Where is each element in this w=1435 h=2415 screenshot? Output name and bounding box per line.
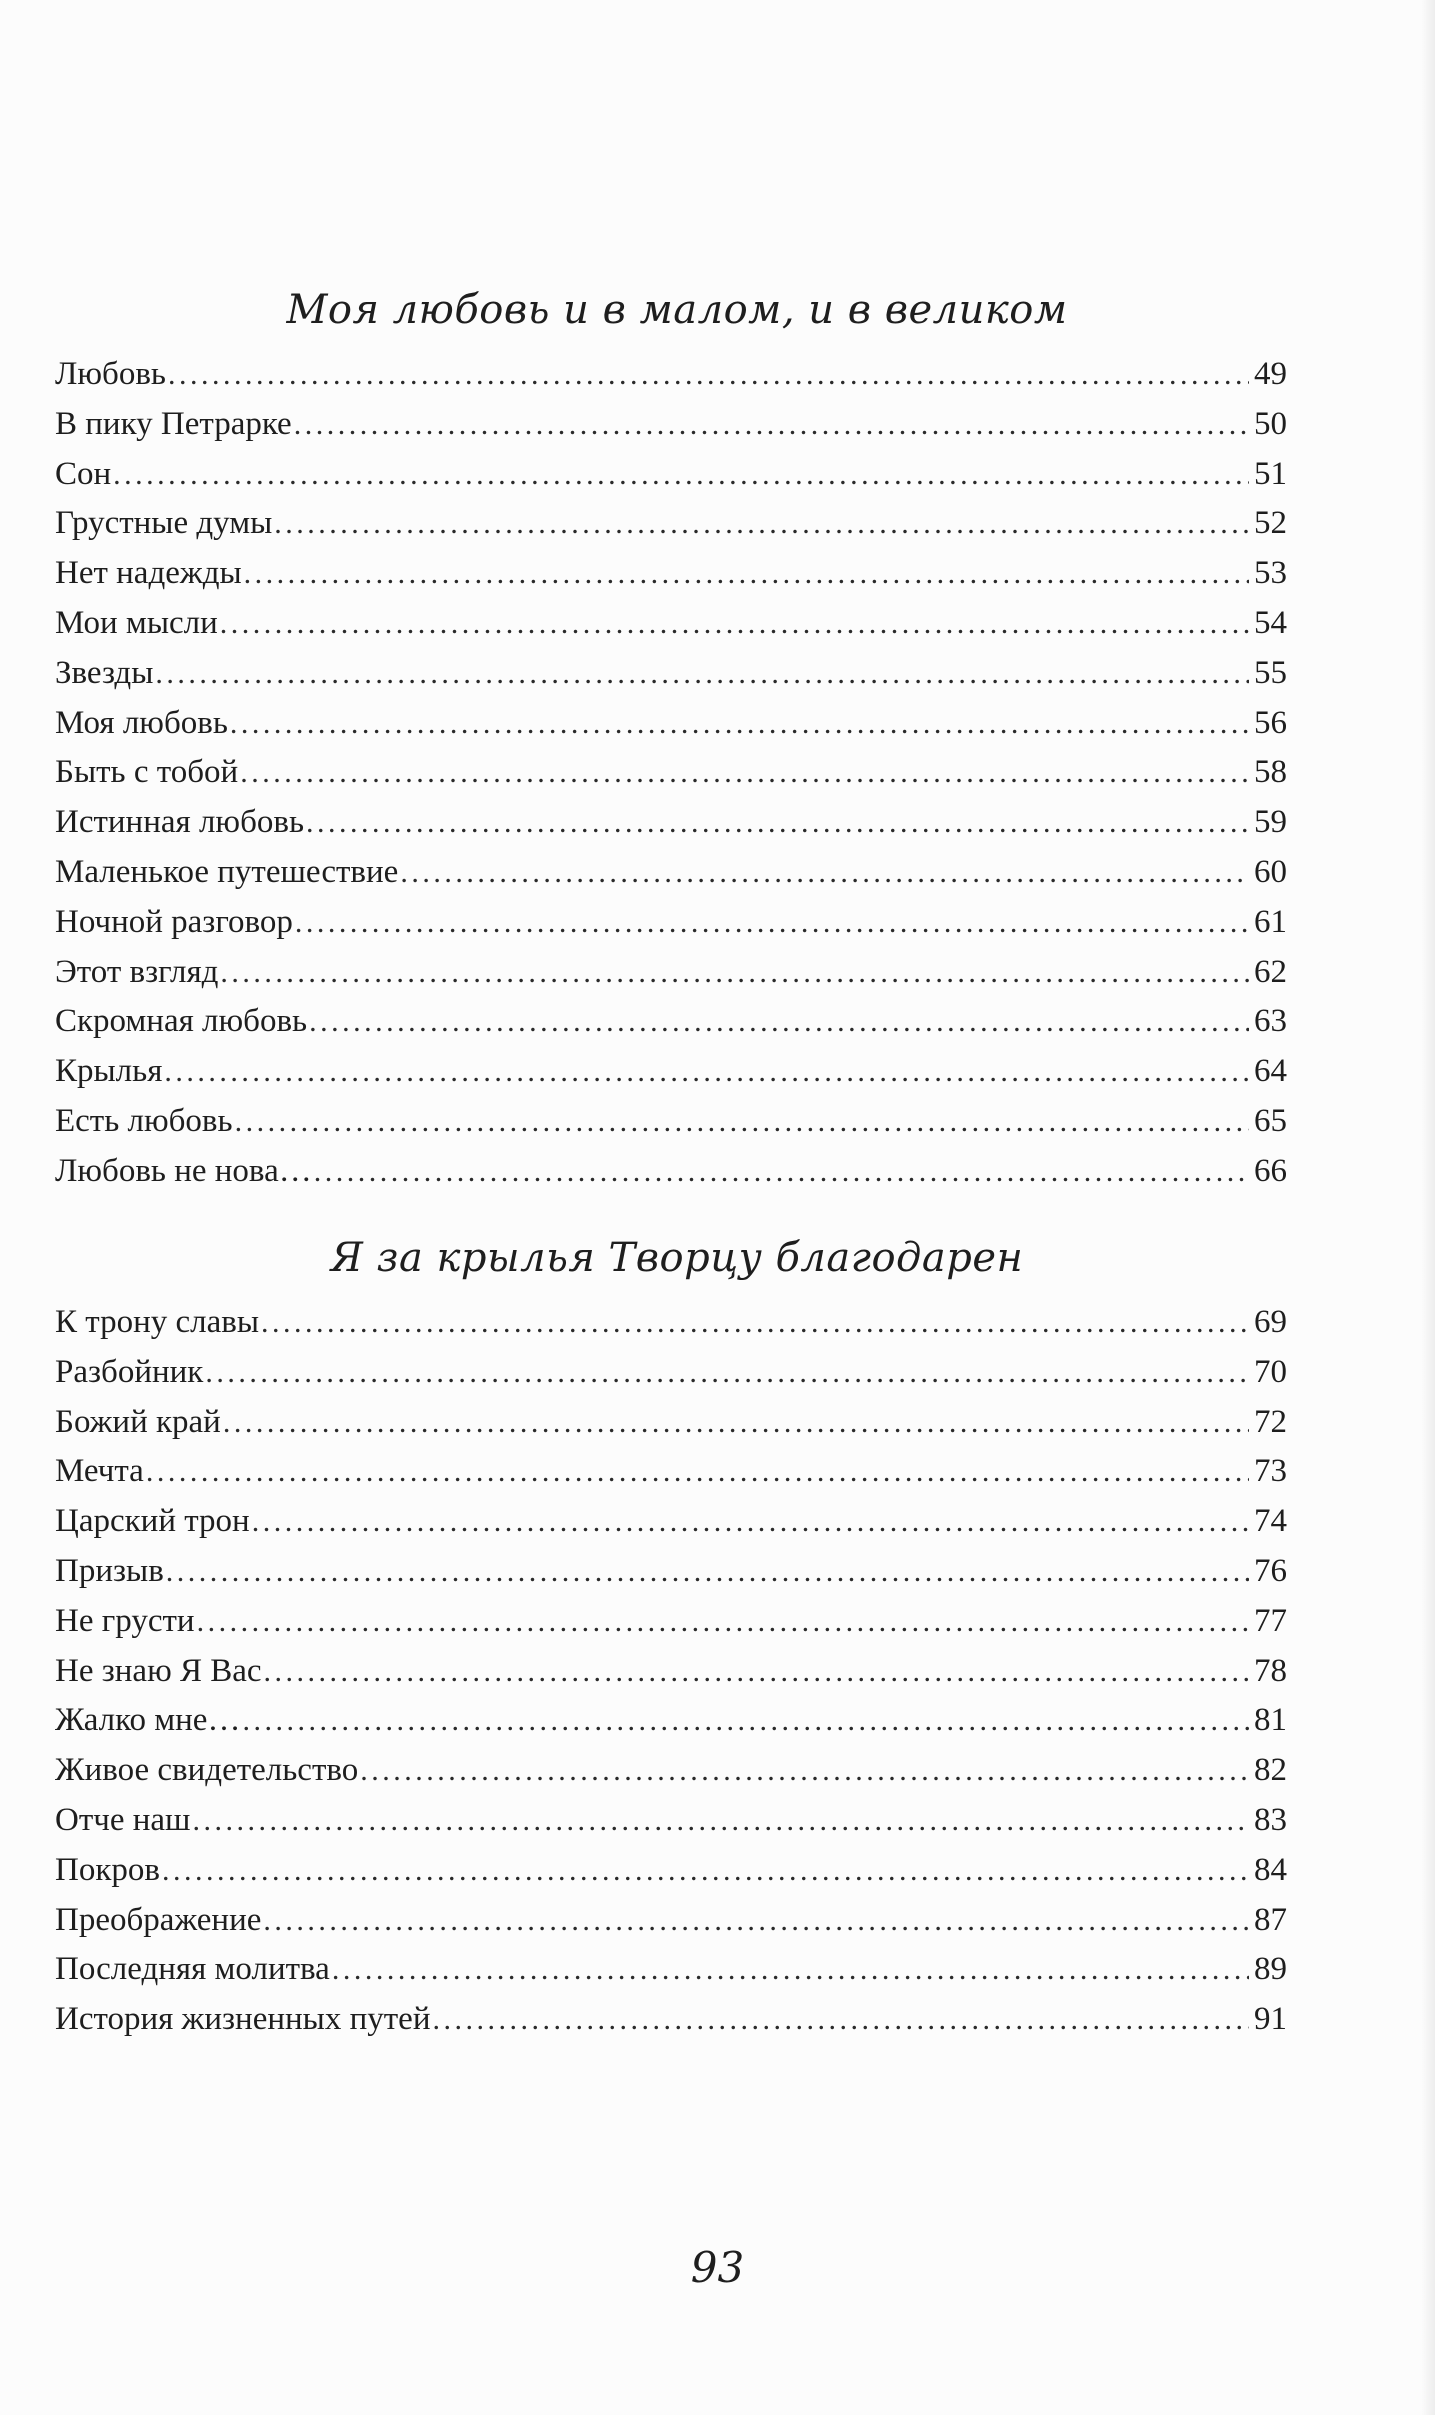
toc-entry-page: 89 — [1254, 1951, 1287, 1988]
dot-leader — [197, 1597, 1249, 1647]
dot-leader — [309, 997, 1249, 1047]
toc-entry-title: Любовь не нова… — [55, 1152, 312, 1189]
dot-leader — [306, 798, 1249, 848]
section-title: Я за крылья Творцу благодарен — [330, 1235, 1024, 1281]
toc-entry-page: 64 — [1254, 1053, 1287, 1090]
toc-entry — [55, 1796, 1287, 1846]
toc-entry — [55, 1298, 1287, 1348]
toc-entry — [55, 450, 1287, 500]
toc-entry-title: В пику Петрарке — [55, 405, 292, 442]
toc-entry-page: 51 — [1254, 455, 1287, 492]
toc-entry — [55, 649, 1287, 699]
toc-entry-title: Этот взгляд — [55, 953, 219, 990]
toc-entry-page: 76 — [1254, 1552, 1287, 1589]
toc-entry-page: 54 — [1254, 604, 1287, 641]
dot-leader — [220, 599, 1249, 649]
toc-entry-page: 66 — [1254, 1152, 1287, 1189]
toc-entry — [55, 848, 1287, 898]
toc-entry-page: 73 — [1254, 1453, 1287, 1490]
toc-entry-title: К трону славы — [55, 1304, 260, 1340]
dot-leader — [264, 1647, 1249, 1697]
toc-entry-title: Живое свидетельство — [55, 1752, 359, 1789]
toc-entry-title: Крылья — [55, 1053, 163, 1090]
toc-entry-page: 52 — [1254, 505, 1287, 542]
toc-entry — [55, 599, 1287, 649]
toc-entry-title: Мечта — [55, 1453, 144, 1490]
toc-entry-page: 84 — [1254, 1851, 1287, 1888]
toc-entry — [55, 1896, 1287, 1946]
dot-leader — [162, 1846, 1249, 1896]
toc-entry — [55, 1945, 1287, 1995]
toc-entry-page: 59 — [1254, 804, 1287, 841]
toc-entry — [55, 549, 1287, 599]
dot-leader — [360, 1746, 1249, 1796]
dot-leader — [274, 499, 1249, 549]
dot-leader — [168, 350, 1249, 400]
toc-entry-page: 74 — [1254, 1503, 1287, 1540]
toc-entry-page: 60 — [1254, 853, 1287, 890]
toc-entry-page: 69 — [1254, 1304, 1287, 1340]
toc-entry-title: Божий край — [55, 1403, 221, 1440]
toc-section-love — [55, 270, 1287, 1197]
toc-entry — [55, 898, 1287, 948]
toc-entry-page: 53 — [1254, 555, 1287, 592]
dot-leader — [155, 649, 1249, 699]
toc-entry-page: 82 — [1254, 1752, 1287, 1789]
dot-leader — [113, 450, 1249, 500]
toc-entry-page: 56 — [1254, 704, 1287, 741]
toc-entry — [55, 1547, 1287, 1597]
toc-entry-title: Преображение — [55, 1901, 262, 1938]
toc-list — [55, 1298, 1287, 2045]
toc-entry — [55, 1497, 1287, 1547]
dot-leader — [192, 1796, 1249, 1846]
toc-entry-title: Скромная любовь — [55, 1003, 308, 1040]
toc-entry — [55, 1647, 1287, 1697]
dot-leader — [223, 1398, 1249, 1448]
toc-entry — [55, 1097, 1287, 1147]
toc-entry-page: 78 — [1254, 1652, 1287, 1689]
toc-list — [55, 350, 1287, 1197]
toc-entry-title: Быть с тобой — [55, 754, 239, 791]
toc-entry-title: Грустные думы — [55, 505, 273, 542]
dot-leader — [235, 1097, 1249, 1147]
toc-entry-page: 65 — [1254, 1102, 1287, 1139]
toc-entry-title: Любовь — [55, 356, 166, 392]
page-number: 93 — [690, 2243, 745, 2292]
toc-entry — [55, 350, 1287, 400]
dot-leader — [332, 1945, 1249, 1995]
toc-entry-page: 72 — [1254, 1403, 1287, 1440]
toc-entry-title: История жизненных путей — [55, 2001, 431, 2038]
toc-entry-title: Последняя молитва — [55, 1951, 330, 1988]
toc-entry — [55, 1696, 1287, 1746]
dot-leader — [240, 748, 1249, 798]
toc-entry-page: 50 — [1254, 405, 1287, 442]
toc-entry-page: 87 — [1254, 1901, 1287, 1938]
toc-entry-title: Царский трон — [55, 1503, 250, 1540]
toc-entry-title: Жалко мне… — [55, 1702, 241, 1739]
dot-leader — [261, 1298, 1249, 1348]
page-edge-shadow — [1421, 0, 1435, 2415]
toc-entry-title: Не грусти — [55, 1602, 195, 1639]
dot-leader — [294, 400, 1249, 450]
toc-entry-page: 55 — [1254, 654, 1287, 691]
toc-entry — [55, 1597, 1287, 1647]
toc-entry-page: 77 — [1254, 1602, 1287, 1639]
dot-leader — [244, 549, 1249, 599]
toc-entry-page: 61 — [1254, 903, 1287, 940]
toc-entry-title: Отче наш — [55, 1801, 191, 1838]
toc-entry — [55, 948, 1287, 998]
toc-entry-title: Звезды — [55, 654, 154, 691]
toc-entry-title: Призыв — [55, 1552, 164, 1589]
toc-entry — [55, 997, 1287, 1047]
toc-entry — [55, 1398, 1287, 1448]
toc-entry — [55, 798, 1287, 848]
dot-leader — [242, 1696, 1249, 1746]
toc-entry — [55, 1846, 1287, 1896]
toc-entry — [55, 1348, 1287, 1398]
dot-leader — [433, 1995, 1250, 2045]
toc-entry-page: 83 — [1254, 1801, 1287, 1838]
toc-entry-title: Маленькое путешествие — [55, 853, 399, 890]
dot-leader — [400, 848, 1249, 898]
dot-leader — [263, 1896, 1249, 1946]
toc-entry — [55, 1447, 1287, 1497]
dot-leader — [205, 1348, 1249, 1398]
toc-entry-title: Ночной разговор — [55, 903, 293, 940]
toc-entry-page: 70 — [1254, 1353, 1287, 1390]
toc-section-wings — [55, 1218, 1287, 2045]
toc-entry — [55, 699, 1287, 749]
toc-entry-title: Покров — [55, 1851, 160, 1888]
toc-entry-title: Истинная любовь — [55, 804, 304, 841]
toc-entry-title: Моя любовь — [55, 704, 228, 741]
toc-entry — [55, 748, 1287, 798]
toc-entry-title: Есть любовь — [55, 1102, 233, 1139]
toc-entry-title: Мои мысли — [55, 604, 218, 641]
dot-leader — [230, 699, 1249, 749]
section-title: Моя любовь и в малом, и в великом — [286, 287, 1068, 333]
toc-entry — [55, 1147, 1287, 1197]
toc-entry — [55, 1995, 1287, 2045]
toc-entry-page: 62 — [1254, 953, 1287, 990]
dot-leader — [314, 1147, 1249, 1197]
dot-leader — [220, 948, 1249, 998]
dot-leader — [252, 1497, 1249, 1547]
toc-entry — [55, 400, 1287, 450]
toc-entry-title: Разбойник — [55, 1353, 204, 1390]
toc-entry — [55, 1047, 1287, 1097]
toc-entry-page: 91 — [1254, 2001, 1287, 2038]
toc-entry-page: 63 — [1254, 1003, 1287, 1040]
toc-entry — [55, 499, 1287, 549]
dot-leader — [164, 1047, 1249, 1097]
toc-entry-title: Не знаю Я Вас — [55, 1652, 262, 1689]
toc-entry-page: 81 — [1254, 1702, 1287, 1739]
toc-entry-page: 58 — [1254, 754, 1287, 791]
dot-leader — [166, 1547, 1249, 1597]
toc-entry-title: Сон — [55, 455, 112, 492]
toc-entry — [55, 1746, 1287, 1796]
toc-entry-title: Нет надежды — [55, 555, 242, 592]
toc-entry-page: 49 — [1254, 356, 1287, 392]
dot-leader — [295, 898, 1249, 948]
dot-leader — [146, 1447, 1249, 1497]
